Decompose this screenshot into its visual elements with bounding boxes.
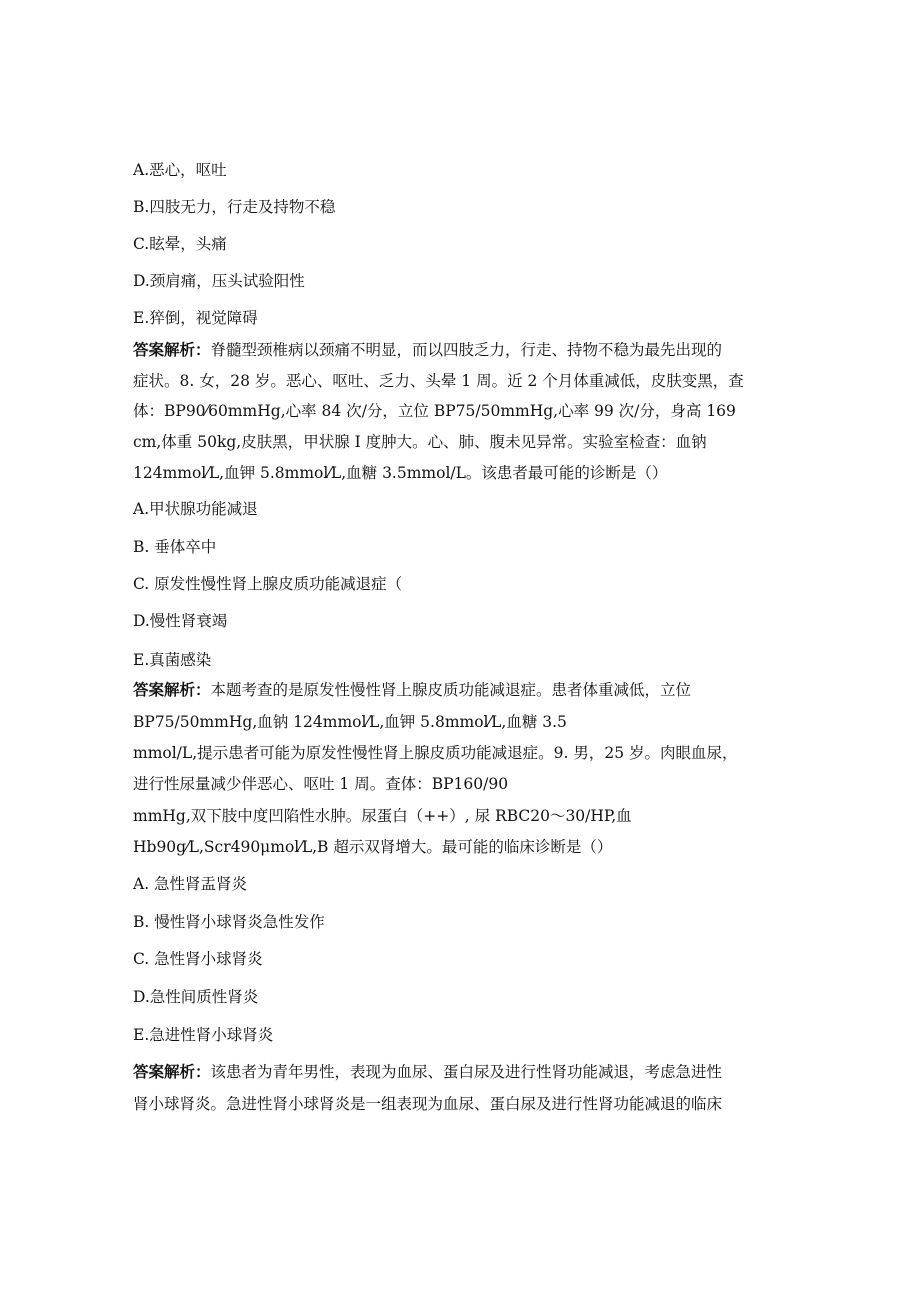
q8-answer-text: 本题考查的是原发性慢性肾上腺皮质功能减退症。患者体重减低，立位: [210, 681, 692, 699]
q8-answer-line-2: BP75/50mmHg,血钠 124mmol⁄L,血钾 5.8mmol⁄L,血糖 3.5: [133, 713, 567, 731]
q7-answer-label: 答案解析: [133, 340, 196, 359]
q9-option-b: B. 慢性肾小球肾炎急性发作: [133, 913, 325, 931]
q8-option-d: D.慢性肾衰竭: [133, 612, 228, 630]
q9-answer-colon: ：: [195, 1062, 211, 1081]
q8-answer: [133, 680, 691, 700]
q7-answer-line-3: 体：BP90⁄60mmHg,心率 84 次/分，立位 BP75/50mmHg,心率 99 次/分，身高 169: [133, 402, 736, 420]
q7-answer-line-5: 124mmol⁄L,血钾 5.8mmol⁄L,血糖 3.5mmol/L。该患者最可能的诊断是（）: [133, 464, 668, 482]
q8-option-c: C. 原发性慢性肾上腺皮质功能减退症（: [133, 575, 403, 593]
q9-option-c: C. 急性肾小球肾炎: [133, 950, 263, 968]
q7-option-d: D.颈肩痛，压头试验阳性: [133, 272, 305, 290]
q7-option-c: C.眩晕，头痛: [133, 235, 227, 253]
q7-option-e: E.猝倒，视觉障碍: [133, 309, 258, 327]
q7-answer-line-4: cm,体重 50kg,皮肤黑，甲状腺 I 度肿大。心、肺、腹未见异常。实验室检查：血钠: [133, 433, 707, 451]
q8-answer-line-5: mmHg,双下肢中度凹陷性水肿。尿蛋白（++）, 尿 RBC20～30/HP,血: [133, 807, 632, 825]
q7-answer: [133, 340, 722, 360]
q8-answer-line-6: Hb90g⁄L,Scr490μmol⁄L,B 超示双肾增大。最可能的临床诊断是（）: [133, 838, 613, 856]
q7-answer-line-2: 症状。8. 女，28 岁。恶心、呕吐、乏力、头晕 1 周。近 2 个月体重减低，皮肤变黑，查: [133, 372, 744, 390]
q7-answer-colon: ：: [195, 340, 211, 359]
q9-answer: [133, 1062, 722, 1082]
q8-option-b: B. 垂体卒中: [133, 538, 217, 556]
q9-option-d: D.急性间质性肾炎: [133, 988, 259, 1006]
q8-option-a: A.甲状腺功能减退: [133, 500, 258, 518]
q8-answer-line-4: 进行性尿量减少伴恶心、呕吐 1 周。查体：BP160/90: [133, 775, 509, 793]
q9-option-a: A. 急性肾盂肾炎: [133, 875, 248, 893]
q8-option-e: E.真菌感染: [133, 651, 212, 669]
q9-option-e: E.急进性肾小球肾炎: [133, 1026, 274, 1044]
q7-option-a: A.恶心，呕吐: [133, 161, 227, 179]
q8-answer-colon: ：: [195, 680, 211, 699]
q7-answer-text: 脊髓型颈椎病以颈痛不明显，而以四肢乏力，行走、持物不稳为最先出现的: [210, 341, 723, 359]
q7-option-b: B.四肢无力，行走及持物不稳: [133, 198, 336, 216]
q9-answer-line-2: 肾小球肾炎。急进性肾小球肾炎是一组表现为血尿、蛋白尿及进行性肾功能减退的临床: [133, 1095, 723, 1113]
q8-answer-label: 答案解析: [133, 680, 196, 699]
q9-answer-label: 答案解析: [133, 1062, 196, 1081]
q8-answer-line-3: mmol/L,提示患者可能为原发性慢性肾上腺皮质功能减退症。9. 男，25 岁。肉眼血尿，: [133, 744, 738, 762]
q9-answer-text: 该患者为青年男性，表现为血尿、蛋白尿及进行性肾功能减退，考虑急进性: [210, 1063, 723, 1081]
